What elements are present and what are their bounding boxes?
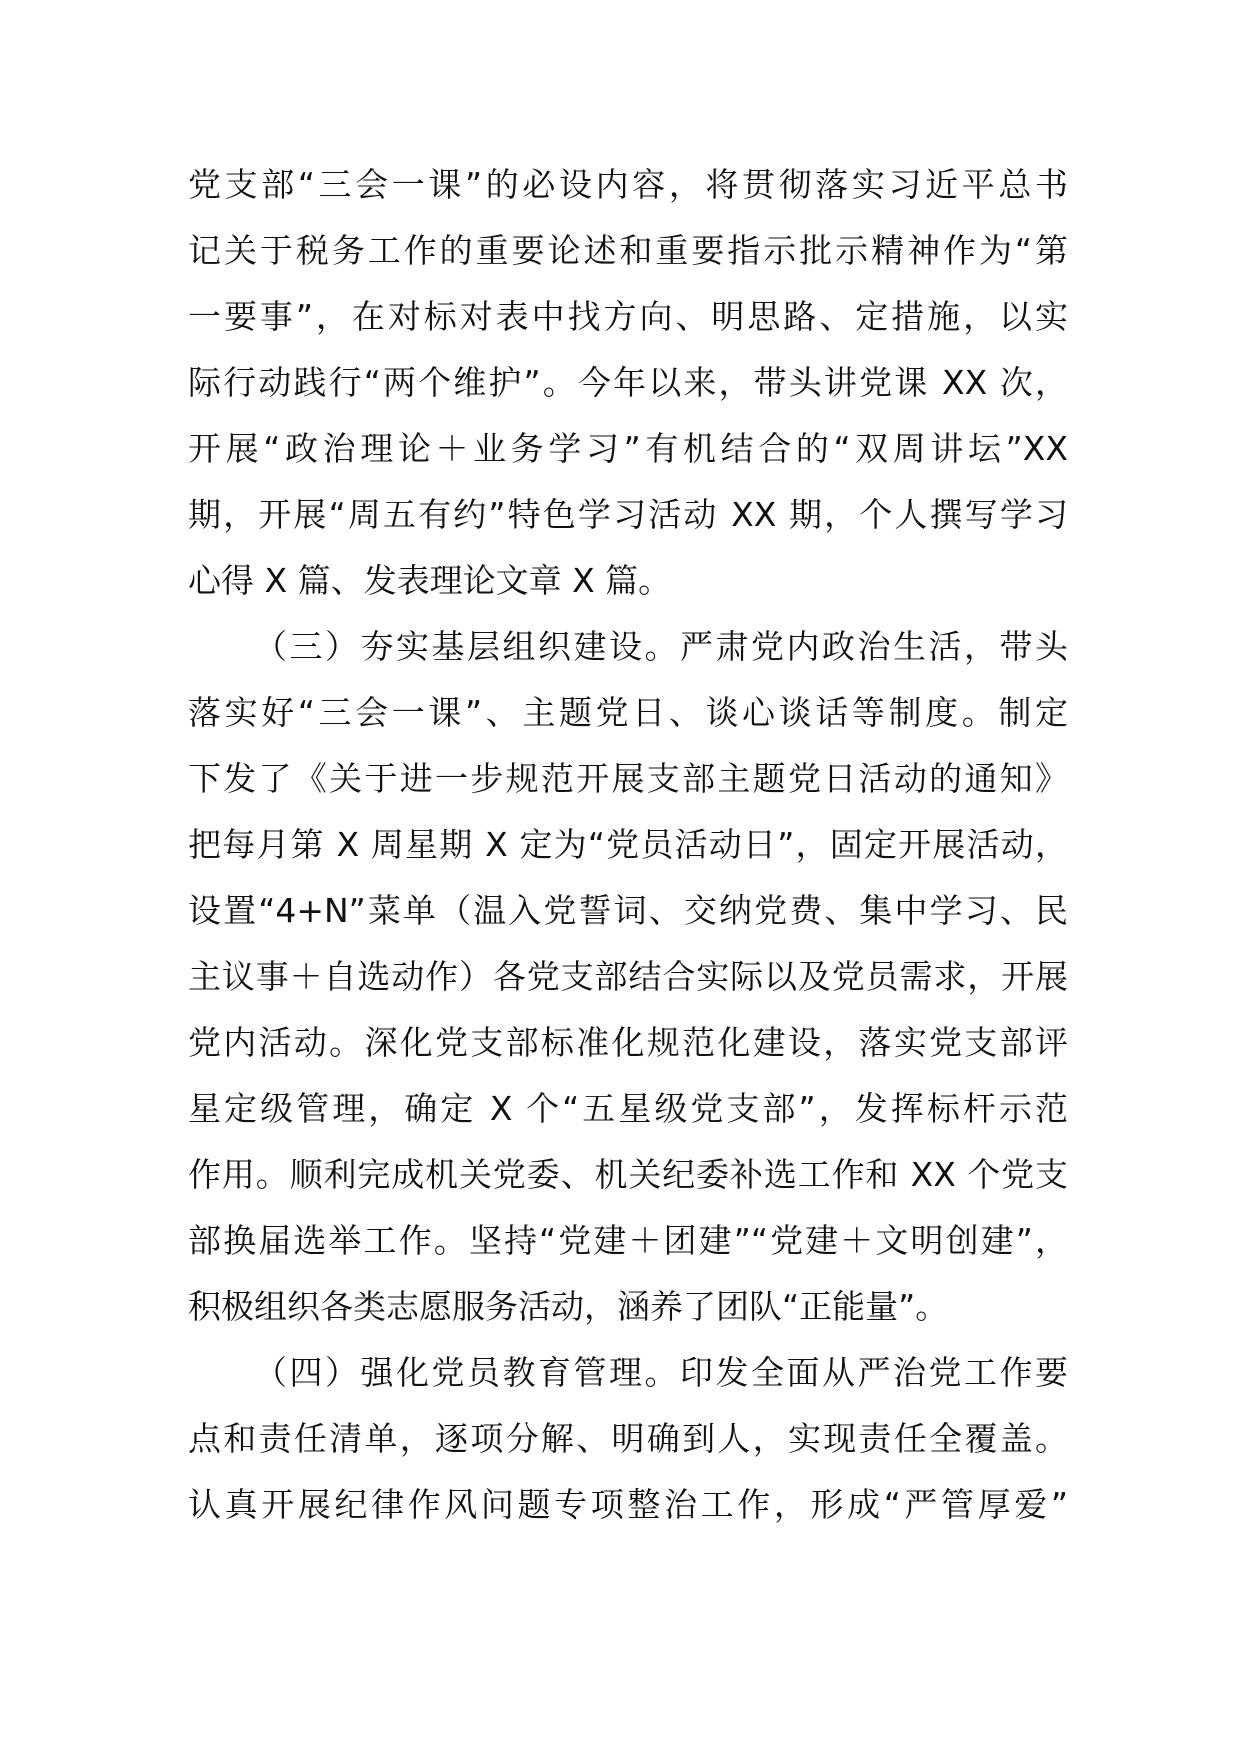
document-body xyxy=(188,152,1068,1538)
text-line-7: 心得 X 篇、发表理论文章 X 篇。 xyxy=(188,561,672,600)
text-line-15: 星定级管理，确定 X 个“五星级党支部”，发挥标杆示范 xyxy=(188,1089,1068,1128)
text-line-14: 党内活动。深化党支部标准化规范化建设，落实党支部评 xyxy=(188,1023,1068,1062)
text-line-9: 落实好“三会一课”、主题党日、谈心谈话等制度。制定 xyxy=(188,693,1068,732)
text-line-6: 期，开展“周五有约”特色学习活动 XX 期，个人撰写学习 xyxy=(188,495,1068,534)
text-line-1: 党支部“三会一课”的必设内容，将贯彻落实习近平总书 xyxy=(188,165,1068,204)
text-line-10: 下发了《关于进一步规范开展支部主题党日活动的通知》 xyxy=(188,759,1068,798)
text-line-17: 部换届选举工作。坚持“党建＋团建”“党建＋文明创建”， xyxy=(188,1221,1068,1260)
text-line-3: 一要事”，在对标对表中找方向、明思路、定措施，以实 xyxy=(188,297,1068,336)
section-heading-4: （四）强化党员教育管理。印发全面从严治党工作要 xyxy=(254,1353,1068,1392)
text-line-12: 设置“4+N”菜单（温入党誓词、交纳党费、集中学习、民 xyxy=(188,891,1068,930)
section-heading-3: （三）夯实基层组织建设。严肃党内政治生活，带头 xyxy=(254,627,1068,666)
text-line-5: 开展“政治理论＋业务学习”有机结合的“双周讲坛”XX xyxy=(188,429,1068,468)
text-line-11: 把每月第 X 周星期 X 定为“党员活动日”，固定开展活动， xyxy=(188,825,1068,864)
text-line-21: 认真开展纪律作风问题专项整治工作，形成“严管厚爱” xyxy=(188,1485,1068,1524)
text-line-2: 记关于税务工作的重要论述和重要指示批示精神作为“第 xyxy=(188,231,1068,270)
text-line-16: 作用。顺利完成机关党委、机关纪委补选工作和 XX 个党支 xyxy=(188,1155,1068,1194)
text-line-4: 际行动践行“两个维护”。今年以来，带头讲党课 XX 次， xyxy=(188,363,1068,402)
text-line-13: 主议事＋自选动作）各党支部结合实际以及党员需求，开展 xyxy=(188,957,1068,996)
text-line-20: 点和责任清单，逐项分解、明确到人，实现责任全覆盖。 xyxy=(188,1419,1068,1458)
text-line-18: 积极组织各类志愿服务活动，涵养了团队“正能量”。 xyxy=(188,1287,949,1326)
